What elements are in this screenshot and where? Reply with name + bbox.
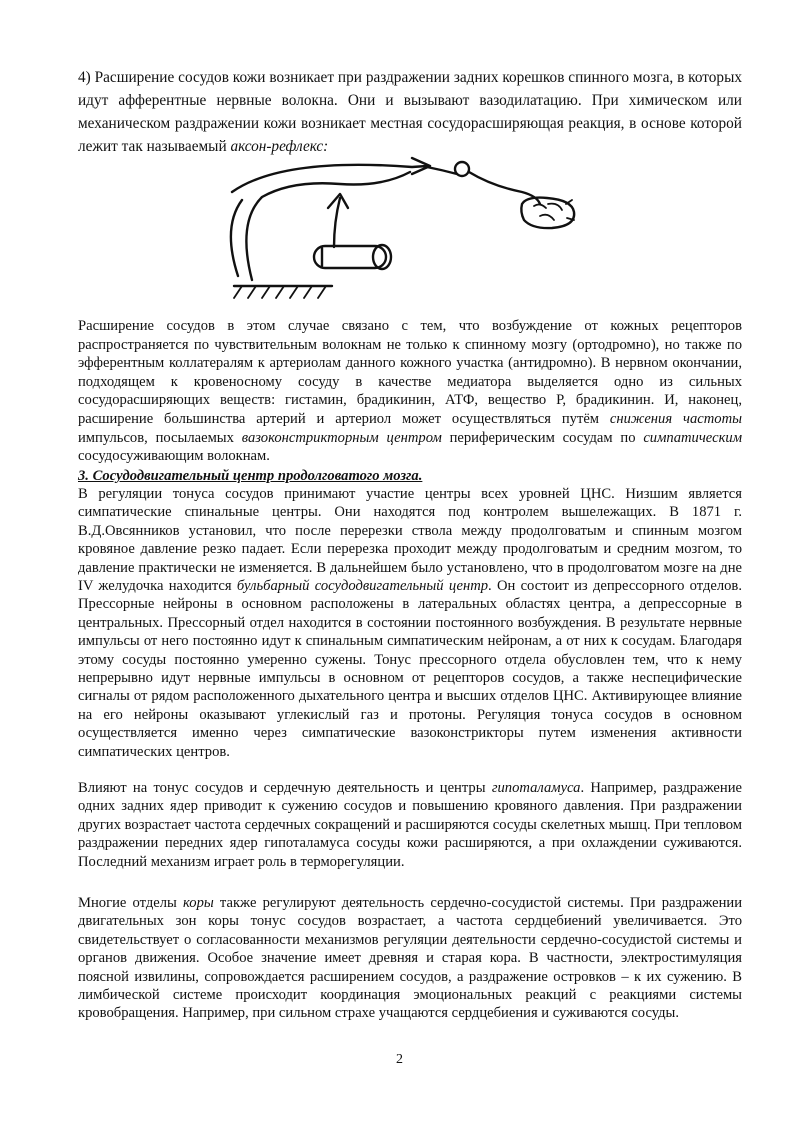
paragraph-axon-reflex-intro <box>78 66 742 158</box>
paragraph-text: . Например, раздражение одних задних ядер приводит к сужению сосудов и повышению кровяного давления. При раздражении других возрастает частота сердечных сокращений и расширяются сосуды скелетных мышц. При тепловом раздражении передних ядер гипоталамуса сосуды кожи расширяются, а при охлаждении суживаются. Последний механизм играет роль в терморегуляции. <box>78 780 742 870</box>
emphasis-text: бульбарный сосудодвигательный центр <box>236 578 489 595</box>
emphasis-text: гипоталамуса <box>491 780 581 796</box>
emphasis-text: снижения частоты <box>609 410 742 427</box>
paragraph-text: периферическим сосудам по <box>441 429 644 446</box>
paragraph-cortex <box>78 894 742 1023</box>
paragraph-text: также регулируют деятельность сердечно-сосудистой системы. При раздражении двигательных зон коры тонус сосудов возрастает, а частота сердцебиений увеличивается. Это свидетельствует о согласованности механизмов регуляции деятельности сердечно-сосудистой системы и органов движения. Особое значение имеет древняя и старая кора. В частности, электростимуляция поясной извилины, сопровождается расширением сосудов, а раздражение островков – к их сужению. В лимбической системе происходит координация эмоциональных реакций с реакциями системы кровобращения. Например, при сильном страхе учащаются сердцебиения и суживаются сосуды. <box>78 895 742 1022</box>
paragraph-text: импульсов, посылаемых <box>78 429 242 446</box>
paragraph-vasomotor-center <box>78 485 742 761</box>
paragraph-text: 4) Расширение сосудов кожи возникает при раздражении задних корешков спинного мозга, в которых идут афферентные нервные волокна. Они и вызывают вазодилатацию. При химическом или механическом раздражении кожи возникает местная сосудорасширяющая реакция, в основе которой лежит так называемый <box>78 69 742 155</box>
paragraph-text: Расширение сосудов в этом случае связано с тем, что возбуждение от кожных рецепторов распространяется по чувствительным волокнам не только к спинному мозгу (ортодромно), но также по эфферентным коллатералям к артериолам данного кожного участка (антидромно). В нервном окончании, подходящем к кровеносному сосуду в качестве медиатора выделяется одно из сильных сосудорасширяющих веществ: гистамин, брадикинин, АТФ, вещество Р, брадикинин. И, наконец, расширение большинства артерий и артериол может осуществляться путём <box>78 318 742 427</box>
emphasis-text: коры <box>183 895 214 911</box>
paragraph-text: В регуляции тонуса сосудов принимают участие центры всех уровней ЦНС. Низшим является симпатические спинальные центры. Они находятся под контролем вышележащих. В 1871 г. В.Д.Овсянников установил, что после перерезки ствола между продолговатым и спинным мозгом кровяное давление резко падает. Если перерезка проходит между продолговатым и средним мозгом, то давление практически не изменяется. В дальнейшем было установлено, что в продолговатом мозге на дне IV желудочка находится <box>78 486 742 595</box>
section-heading: 3. Сосудодвигательный центр продолговатого мозга. <box>78 468 423 484</box>
paragraph-text: Влияют на тонус сосудов и сердечную деятельность и центры <box>78 780 492 796</box>
page-number: 2 <box>396 1052 403 1067</box>
paragraph-hypothalamus <box>78 779 742 871</box>
paragraph-text: сосудосуживающим волокнам. <box>78 448 270 465</box>
paragraph-vasodilation <box>78 317 742 466</box>
emphasis-text: симпатическим <box>643 429 743 446</box>
emphasis-text: вазоконстрикторным центром <box>241 429 442 446</box>
axon-reflex-diagram-icon <box>222 152 592 302</box>
paragraph-text: . Он состоит из депрессорного отделов. Прессорные нейроны в основном расположены в латеральных областях центра, а депрессорные в центральных. Прессорный отдел находится в состоянии постоянного возбуждения. В результате нервные импульсы от него постоянно идут к спинальным симпатическим нейронам, а от них к сосудам. Благодаря этому сосуды постоянно умеренно сужены. Тонус прессорного отдела обусловлен тем, что к нему непрерывно идут нервные импульсы в основном от рецепторов сосудов, а также неспецифические сигналы от рядом расположенного дыхательного центра и высших отделов ЦНС. Активирующее влияние на его нейроны оказывают углекислый газ и протоны. Регуляция тонуса сосудов в основном осуществляется именно через симпатические вазоконстрикторы путем изменения активности симпатических центров. <box>78 578 742 760</box>
axon-reflex-term: аксон-рефлекс: <box>230 138 329 155</box>
paragraph-text: Многие отделы <box>78 895 183 911</box>
